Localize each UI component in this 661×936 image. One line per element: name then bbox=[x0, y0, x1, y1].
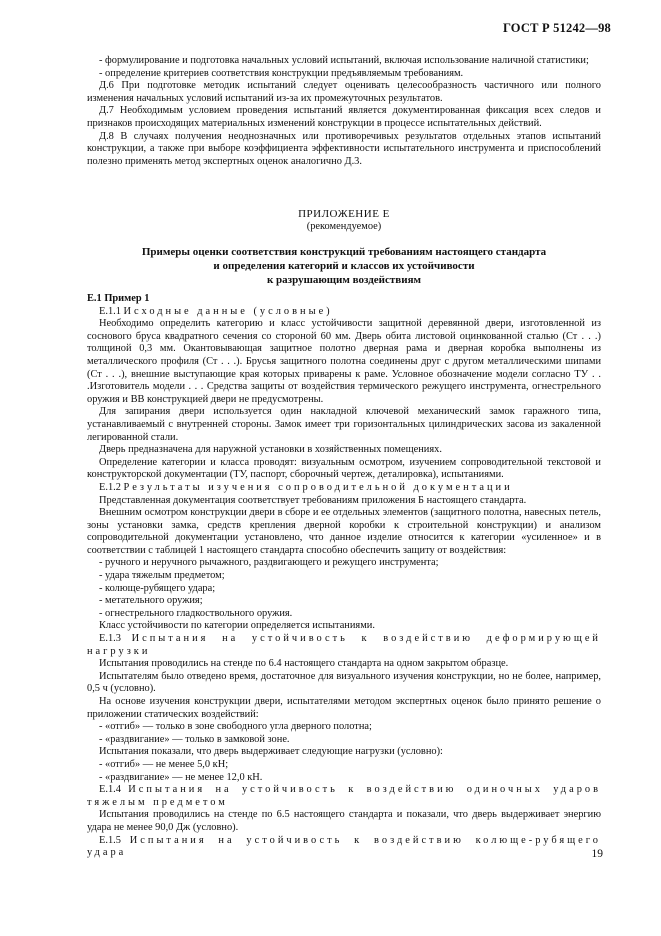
title-line: Примеры оценки соответствия конструкций требованиям настоящего стандарта bbox=[141, 246, 547, 258]
clause-d7: Д.7 Необходимым условием проведения испытаний является документированная фиксация всех следов и признаков происходящих материальных изменений конструкции в процессе испытательных действий. bbox=[87, 105, 601, 129]
section-heading bbox=[87, 835, 601, 860]
paragraph: Испытания проводились на стенде по 6.5 настоящего стандарта и показали, что дверь выдерживает энергию удара не менее 90,0 Дж (условно). bbox=[87, 809, 601, 833]
example-body bbox=[87, 293, 601, 860]
appendix-status: (рекомендуемое) bbox=[306, 220, 382, 232]
document-header: ГОСТ Р 51242—98 bbox=[502, 21, 611, 35]
section-number: Е.1.1 bbox=[99, 305, 121, 317]
paragraph: Внешним осмотром конструкции двери в сборе и ее отдельных элементов (защитного полотна, навесных петель, зоны установки замка, средств крепления дверной коробки к строительной конструкции) и анализом сопроводительной документации установлено, что данное изделие относится к категории «усиленное» и в соответствии с таблицей 1 настоящего стандарта способно обеспечить защиту от воздействия: bbox=[87, 507, 601, 556]
paragraph: На основе изучения конструкции двери, испытателями методом экспертных оценок было принято решение о приложении статических воздействий: bbox=[87, 696, 601, 720]
bullet-item: - колюще-рубящего удара; bbox=[99, 582, 216, 594]
paragraph: Для запирания двери используется один накладной ключевой механический замок гаражного типа, устанавливаемый с внутренней стороны. Замок имеет три горизонтальных цилиндрических засова из закаленной легированной стали. bbox=[87, 406, 601, 443]
section-title: Испытания на устойчивость к воздействию деформирующей нагрузки bbox=[87, 633, 601, 657]
section-heading bbox=[87, 306, 601, 319]
section-title: Испытания на устойчивость к воздействию колюще-рубящего удара bbox=[87, 834, 601, 859]
section-number: Е.1.5 bbox=[99, 834, 121, 846]
section-title: Испытания на устойчивость к воздействию одиночных ударов тяжелым предметом bbox=[87, 784, 601, 808]
paragraph: Испытания проводились на стенде по 6.4 настоящего стандарта на одном закрытом образце. bbox=[99, 658, 509, 670]
section-heading bbox=[87, 784, 601, 809]
bullet-item: - «раздвигание» — только в замковой зоне. bbox=[99, 733, 290, 745]
section-heading bbox=[87, 633, 601, 658]
section-number: Е.1.4 bbox=[99, 784, 121, 796]
appendix-header bbox=[87, 208, 601, 233]
bullet-item: - метательного оружия; bbox=[99, 595, 203, 607]
clause-d6: Д.6 При подготовке методик испытаний следует оценивать целесообразность частичного или полного изменения начальных условий испытаний из-за их промежуточных результатов. bbox=[87, 80, 601, 104]
paragraph: Испытания показали, что дверь выдерживает следующие нагрузки (условно): bbox=[99, 746, 443, 758]
bullet-line: - формулирование и подготовка начальных условий испытаний, включая использование наличной статистики; bbox=[99, 55, 589, 66]
title-line: и определения категорий и классов их устойчивости bbox=[213, 260, 475, 272]
section-number: Е.1.3 bbox=[99, 633, 121, 645]
top-section bbox=[87, 55, 601, 168]
paragraph: Дверь предназначена для наружной установки в хозяйственных помещениях. bbox=[99, 444, 442, 456]
clause-d8: Д.8 В случаях получения неоднозначных или противоречивых результатов отдельных этапов испытаний конструкции, а также при выборе коэффициента эффективности испытательного инструмента и приспособлений полезно применять метод экспертных оценок аналогично Д.3. bbox=[87, 130, 601, 167]
paragraph: Представленная документация соответствует требованиям приложения Б настоящего стандарта. bbox=[99, 494, 527, 506]
section-heading bbox=[87, 482, 601, 495]
bullet-item: - удара тяжелым предметом; bbox=[99, 570, 225, 582]
title-line: к разрушающим воздействиям bbox=[266, 274, 422, 286]
paragraph: Определение категории и класса проводят: визуальным осмотром, изучением сопроводительной текстовой и конструкторской документации (ТУ, паспорт, сборочный чертеж, деталировка), испытаниями. bbox=[87, 456, 601, 481]
appendix-title bbox=[87, 245, 601, 287]
bullet-item: - «раздвигание» — не менее 12,0 кН. bbox=[99, 771, 263, 783]
page-number: 19 bbox=[591, 848, 603, 860]
section-title: Исходные данные (условные) bbox=[123, 305, 333, 317]
appendix-label: ПРИЛОЖЕНИЕ Е bbox=[298, 208, 390, 220]
bullet-item: - «отгиб» — не менее 5,0 кН; bbox=[99, 758, 229, 770]
paragraph: Необходимо определить категорию и класс устойчивости защитной деревянной двери, изготовленной из соснового бруса квадратного сечения со стороной 60 мм. Дверь обита листовой оцинкованной сталью (Ст . . .) толщиной 0,3 мм. Окантовывающая защитное полотно дверная рама и дверная коробка выполнены из металлического профиля (Ст . . .). Брусья защитного полотна соединены друг с другом металлическими шипами (Ст . . .), внешние выступающие края которых приварены к раме. Условное обозначение модели согласно ТУ . . .Изготовитель модели . . . Средства защиты от воздействия термического режущего инструмента, огнестрельного оружия и ВВ конструкцией двери не предусмотрены. bbox=[87, 318, 601, 405]
bullet-line: - определение критериев соответствия конструкции предъявляемым требованиям. bbox=[99, 67, 464, 79]
paragraph: Класс устойчивости по категории определяется испытаниями. bbox=[99, 620, 375, 632]
bullet-item: - «отгиб» — только в зоне свободного угла дверного полотна; bbox=[99, 721, 372, 733]
bullet-item: - огнестрельного гладкоствольного оружия. bbox=[99, 607, 293, 619]
section-number: Е.1.2 bbox=[99, 481, 121, 493]
example-heading: Е.1 Пример 1 bbox=[87, 293, 150, 304]
bullet-item: - ручного и неручного рычажного, раздвигающего и режущего инструмента; bbox=[99, 557, 439, 569]
section-title: Результаты изучения сопроводительной документации bbox=[123, 481, 513, 493]
paragraph: Испытателям было отведено время, достаточное для визуального изучения конструкции, но не более, например, 0,5 ч (условно). bbox=[87, 670, 601, 695]
